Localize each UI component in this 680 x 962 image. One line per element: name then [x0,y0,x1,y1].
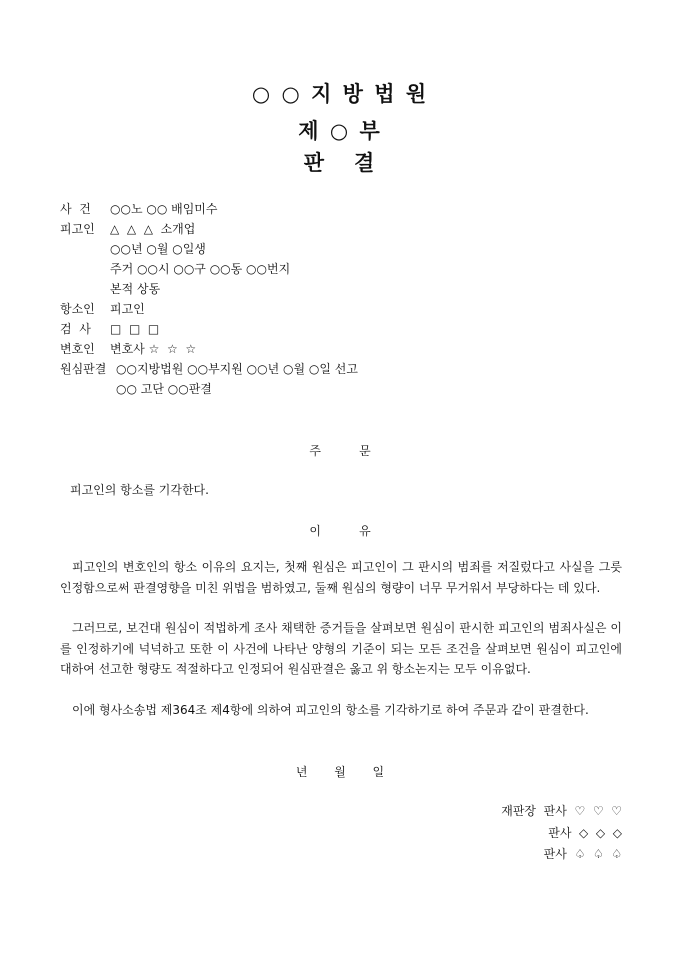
original-judgment-value-2: ○○ 고단 ○○판결 [116,382,212,396]
reasons-heading: 이 유 [309,524,371,538]
defendant-value: △ △ △ 소개업 [110,222,196,236]
prosecutor-value: □ □ □ [110,322,160,336]
prosecutor-label: 검 사 [60,322,91,336]
defendant-address: 주거 ○○시 ○○구 ○○동 ○○번지 [110,262,291,276]
reason-paragraph-2: 그러므로, 보건대 원심이 적법하게 조사 채택한 증거들을 살펴보면 원심이 판시한 피고인의 범죄사실은 이를 인정하기에 넉넉하고 또한 이 사건에 나타난 양형의 기준이 되는 모든 조건을 살펴보면 원심이 피고인에 대하여 선고한 형량도 적절하다고 인정되어 원심판결은 옳고 위 항소논지는 모두 이유없다. [60,621,622,676]
defendant-domicile: 본적 상동 [110,282,161,296]
judgment-date: 년 월 일 [295,765,385,779]
associate-judge-1: 판사 ◇ ◇ ◇ [548,826,622,840]
associate-judge-2: 판사 ♤ ♤ ♤ [543,847,622,861]
counsel-label: 변호인 [60,342,95,356]
defendant-label: 피고인 [60,222,95,236]
defendant-birth: ○○년 ○월 ○일생 [110,242,206,256]
disposition-heading: 주 문 [309,444,371,458]
reason-paragraph-1: 피고인의 변호인의 항소 이유의 요지는, 첫째 원심은 피고인이 그 판시의 범죄를 저질렀다고 사실을 그릇 인정함으로써 판결영향을 미친 위법을 범하였고, 둘째 원심의 형량이 너무 무거워서 부당하다는 데 있다. [60,560,622,595]
case-value: ○○노 ○○ 배임미수 [110,202,218,216]
original-judgment-label: 원심판결 [60,362,107,376]
appellant-label: 항소인 [60,302,95,316]
appellant-value: 피고인 [110,302,145,316]
court-name: ○ ○ 지 방 법 원 [251,81,429,106]
disposition-text: 피고인의 항소를 기각한다. [70,483,209,497]
case-label: 사 건 [60,202,91,216]
document-type: 판 결 [303,150,377,175]
reason-paragraph-3: 이에 형사소송법 제364조 제4항에 의하여 피고인의 항소를 기각하기로 하여 주문과 같이 판결한다. [72,703,589,717]
original-judgment-value: ○○지방법원 ○○부지원 ○○년 ○월 ○일 선고 [116,362,358,376]
presiding-judge: 재판장 판사 ♡ ♡ ♡ [501,804,622,818]
division-name: 제 ○ 부 [298,118,382,143]
counsel-value: 변호사 ☆ ☆ ☆ [110,342,197,356]
